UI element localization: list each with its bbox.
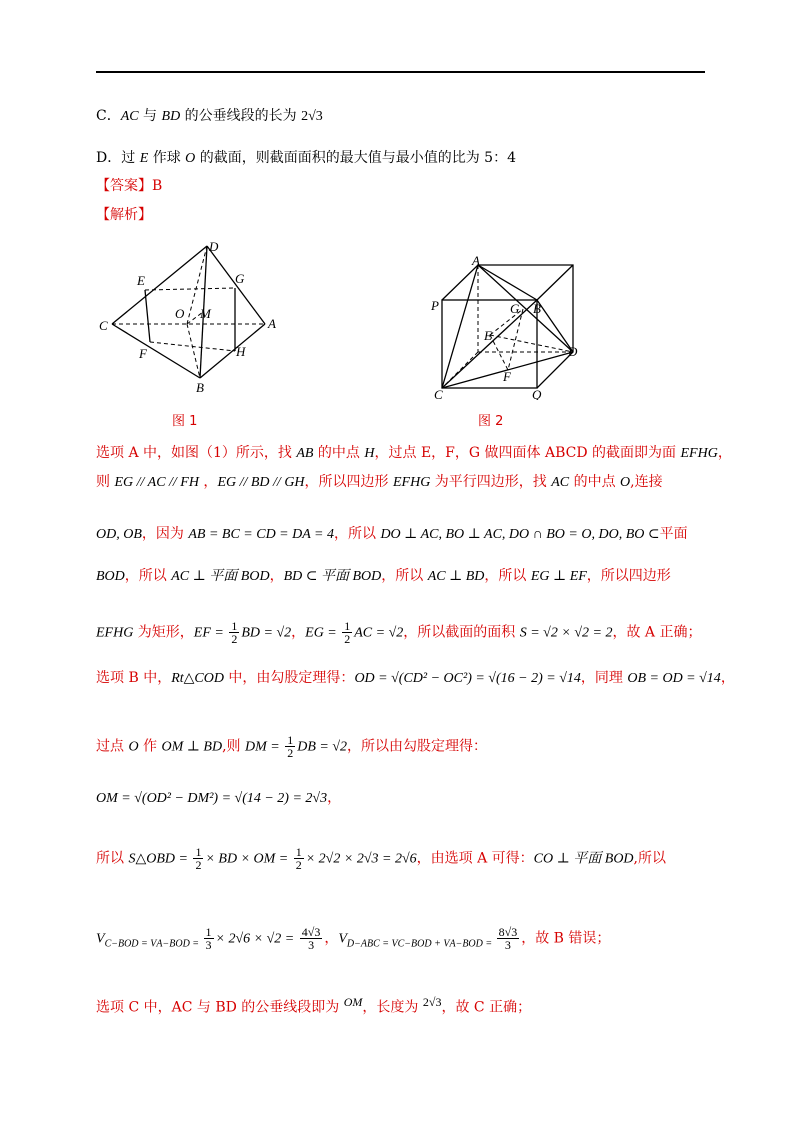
math-equal-sides: AB = BC = CD = DA = 4 <box>188 527 334 542</box>
fraction-half <box>193 846 203 871</box>
fraction-third <box>204 926 214 951</box>
math-eg: EG = <box>305 625 341 641</box>
text-segment: ，过点 E，F，G 做四面体 ABCD 的截面即为面 <box>374 445 681 461</box>
label-b: B <box>533 301 541 316</box>
label-f: F <box>503 369 511 384</box>
option-c-value: 2√3 <box>301 109 323 124</box>
option-d-suffix: 的截面，则截面面积的最大值与最小值的比为 5：4 <box>195 150 516 166</box>
text-segment: 的中点 <box>313 445 365 461</box>
option-c-prefix: C． <box>96 108 121 124</box>
label-e: E <box>137 273 145 288</box>
text-segment: ， <box>291 624 306 641</box>
text-segment: ， <box>269 568 284 584</box>
frac-num: 1 <box>295 845 302 859</box>
frac-den: 2 <box>195 858 202 872</box>
math-bd-om: × BD × OM = <box>205 851 292 867</box>
option-c-suffix: 的公垂线段的长为 <box>180 108 302 124</box>
text-segment: ，故 C 正确； <box>441 999 532 1016</box>
header-rule <box>96 71 705 73</box>
math-efhg: EFHG <box>393 475 431 490</box>
math-v-sub: D−ABC = V <box>346 938 398 950</box>
text-segment: ， <box>327 790 342 806</box>
text-segment: ，同理 <box>580 670 628 686</box>
frac-num: 1 <box>195 845 202 859</box>
text-segment: ，所以 <box>333 526 381 542</box>
text-segment: 平面 <box>659 526 688 542</box>
analysis-line-4 <box>96 566 671 587</box>
label-q: Q <box>532 387 542 400</box>
analysis-line-1 <box>96 443 732 464</box>
text-segment: 选项 A 中，如图（1）所示，找 <box>96 445 297 461</box>
math-ac: AC <box>551 475 570 490</box>
math-perpendiculars: DO ⊥ AC, BO ⊥ AC, DO ∩ BO = O, DO, BO ⊂ <box>380 527 660 542</box>
math-ac-perp-bd: AC ⊥ BD <box>427 569 485 584</box>
edge-ed-dashed <box>490 335 573 352</box>
math-od-value: OD = √(CD² − OC²) = √(16 − 2) = √14 <box>354 671 581 686</box>
frac-den: 3 <box>504 938 511 952</box>
text-segment: ，长度为 <box>362 999 423 1016</box>
math-volume-product: × 2√6 × √2 = <box>215 931 298 947</box>
math-rt-cod: Rt△COD <box>171 671 224 686</box>
math-eg-perp-ef: EG ⊥ EF <box>530 569 587 584</box>
text-segment: ， <box>720 670 735 686</box>
math-bod: BOD <box>96 569 125 584</box>
frac-num: 1 <box>344 619 351 633</box>
label-b: B <box>196 380 204 395</box>
math-om-value: OM = √(OD² − DM²) = √(14 − 2) = 2√3 <box>96 791 328 806</box>
fraction-half <box>285 734 295 759</box>
frac-den: 2 <box>287 746 294 760</box>
fraction-volume-2 <box>497 926 520 951</box>
label-o: O <box>175 306 185 321</box>
fraction-volume-1 <box>300 926 323 951</box>
edge-ab <box>478 265 537 300</box>
math-od-ob: OD, OB <box>96 527 142 542</box>
fraction-half <box>229 620 239 645</box>
text-segment: 所以 <box>96 850 129 867</box>
text-segment: ，所以四边形 <box>586 568 671 584</box>
math-v-sub: A−BOD = <box>449 938 495 950</box>
text-segment: 过点 <box>96 738 129 755</box>
label-e: E <box>484 328 492 343</box>
label-f: F <box>139 346 147 361</box>
math-e: E <box>139 151 149 166</box>
math-s-obd: S△OBD = <box>128 851 192 867</box>
math-v: V <box>338 931 347 947</box>
label-p: P <box>431 298 439 313</box>
text-segment: ， <box>717 445 732 461</box>
edge-ef <box>145 290 150 342</box>
text-segment: ，所以由勾股定理得： <box>347 738 488 755</box>
label-h: H <box>236 344 246 359</box>
math-o: O <box>128 739 139 755</box>
text-segment: 中，由勾股定理得： <box>223 670 355 686</box>
math-h: H <box>364 446 375 461</box>
analysis-line-7 <box>96 734 487 759</box>
text-segment: ，所以 <box>484 568 531 584</box>
label-c: C <box>99 318 108 333</box>
figure-1-diagram <box>95 238 285 398</box>
label-m: M <box>200 306 211 321</box>
math-ob-od: OB = OD = √14 <box>627 671 721 686</box>
math-efhg: EFHG <box>680 446 718 461</box>
option-c <box>96 106 323 127</box>
text-segment: 的中点 <box>569 474 621 490</box>
text-segment: ，所以 <box>124 568 172 584</box>
text-segment: ，所以截面的面积 <box>403 624 520 641</box>
fraction-half <box>294 846 304 871</box>
math-parallel-1: EG // AC // FH <box>114 475 199 490</box>
figure-2-caption: 图 2 <box>478 414 504 429</box>
math-efhg: EFHG <box>96 625 134 641</box>
edge-ob-dashed <box>187 324 200 378</box>
answer-label: 【答案】B <box>96 178 163 194</box>
math-om: OM <box>343 995 363 1009</box>
math-ef: EF = <box>193 625 228 641</box>
text-segment: ,连接 <box>630 474 663 490</box>
frac-den: 2 <box>231 632 238 646</box>
analysis-line-3 <box>96 524 688 545</box>
analysis-line-10 <box>96 926 610 954</box>
frac-num: 4√3 <box>301 925 321 939</box>
text-segment: ，所以四边形 <box>304 474 393 490</box>
math-s-value: × 2√2 × 2√3 = 2√6 <box>305 851 417 867</box>
analysis-line-2 <box>96 472 663 493</box>
text-segment: ,则 <box>222 738 245 755</box>
math-co-perp-plane: CO ⊥ 平面 BOD <box>533 851 634 867</box>
frac-num: 8√3 <box>498 925 518 939</box>
label-g: G <box>235 271 245 286</box>
edge-ab <box>200 324 265 378</box>
analysis-line-11 <box>96 992 531 1018</box>
label-d: D <box>568 344 578 359</box>
math-dm: DM = <box>245 739 284 755</box>
option-d <box>96 148 516 169</box>
edge-gf-dashed <box>508 309 523 370</box>
math-bd-sqrt2: BD = √2 <box>241 625 292 641</box>
text-segment: 选项 B 中， <box>96 670 172 686</box>
text-segment: 作 <box>138 738 162 755</box>
frac-den: 2 <box>295 858 302 872</box>
math-bd-in-plane: BD ⊂ 平面 BOD <box>283 569 382 584</box>
math-parallel-2: EG // BD // GH <box>217 475 305 490</box>
frac-num: 1 <box>205 925 212 939</box>
label-a: A <box>472 255 480 268</box>
math-db-sqrt2: DB = √2 <box>297 739 348 755</box>
math-v: V <box>96 931 105 947</box>
text-segment: ，故 A 正确； <box>612 624 702 641</box>
math-2sqrt3: 2√3 <box>422 995 442 1009</box>
math-ab: AB <box>296 446 314 461</box>
label-a: A <box>268 316 276 331</box>
text-segment: ,所以 <box>633 850 666 867</box>
figure-2-diagram <box>428 255 593 400</box>
math-bd: BD <box>161 109 181 124</box>
math-ac: AC <box>120 109 139 124</box>
label-d: D <box>209 239 219 254</box>
option-d-prefix: D．过 <box>96 150 140 166</box>
text-segment: 为平行四边形，找 <box>430 474 552 490</box>
frac-den: 3 <box>308 938 315 952</box>
frac-num: 1 <box>231 619 238 633</box>
text-segment: 则 <box>96 474 115 490</box>
text-and: 与 <box>138 108 162 124</box>
edge-dc <box>112 246 207 324</box>
text-segment: ，故 B 错误； <box>521 930 611 947</box>
label-c: C <box>434 387 443 400</box>
math-om-perp-bd: OM ⊥ BD <box>161 739 223 755</box>
math-ac-perp-plane: AC ⊥ 平面 BOD <box>171 569 270 584</box>
math-v-sub: A−BOD = <box>156 938 202 950</box>
fraction-half <box>342 620 352 645</box>
text-segment: ， <box>198 474 218 490</box>
frac-num: 1 <box>287 733 294 747</box>
edge-ac <box>442 265 478 388</box>
text-segment: ，因为 <box>141 526 189 542</box>
edge-cb <box>112 324 200 378</box>
analysis-label: 【解析】 <box>96 207 152 223</box>
option-d-mid: 作球 <box>148 150 186 166</box>
text-segment: ， <box>324 930 339 947</box>
analysis-line-5 <box>96 620 701 645</box>
text-segment: ，由选项 A 可得： <box>416 850 534 867</box>
text-segment: ，所以 <box>381 568 428 584</box>
math-area: S = √2 × √2 = 2 <box>519 625 613 641</box>
figure-1-caption: 图 1 <box>172 414 198 429</box>
analysis-line-6 <box>96 668 735 689</box>
analysis-line-9 <box>96 846 666 871</box>
frac-den: 2 <box>344 632 351 646</box>
analysis-line-8 <box>96 788 341 809</box>
cube-edge-top-right <box>537 265 573 300</box>
frac-den: 3 <box>205 938 212 952</box>
math-o: O <box>185 151 196 166</box>
text-segment: 选项 C 中，AC 与 BD 的公垂线段即为 <box>96 999 344 1016</box>
text-segment: 为矩形， <box>133 624 194 641</box>
edge-eg-dashed <box>145 288 235 290</box>
math-v-sub: C−BOD = V <box>104 938 157 950</box>
math-o: O <box>620 475 631 490</box>
label-g: G <box>510 301 520 316</box>
math-ac-sqrt2: AC = √2 <box>354 625 404 641</box>
math-v-sub: C−BOD + V <box>397 938 450 950</box>
